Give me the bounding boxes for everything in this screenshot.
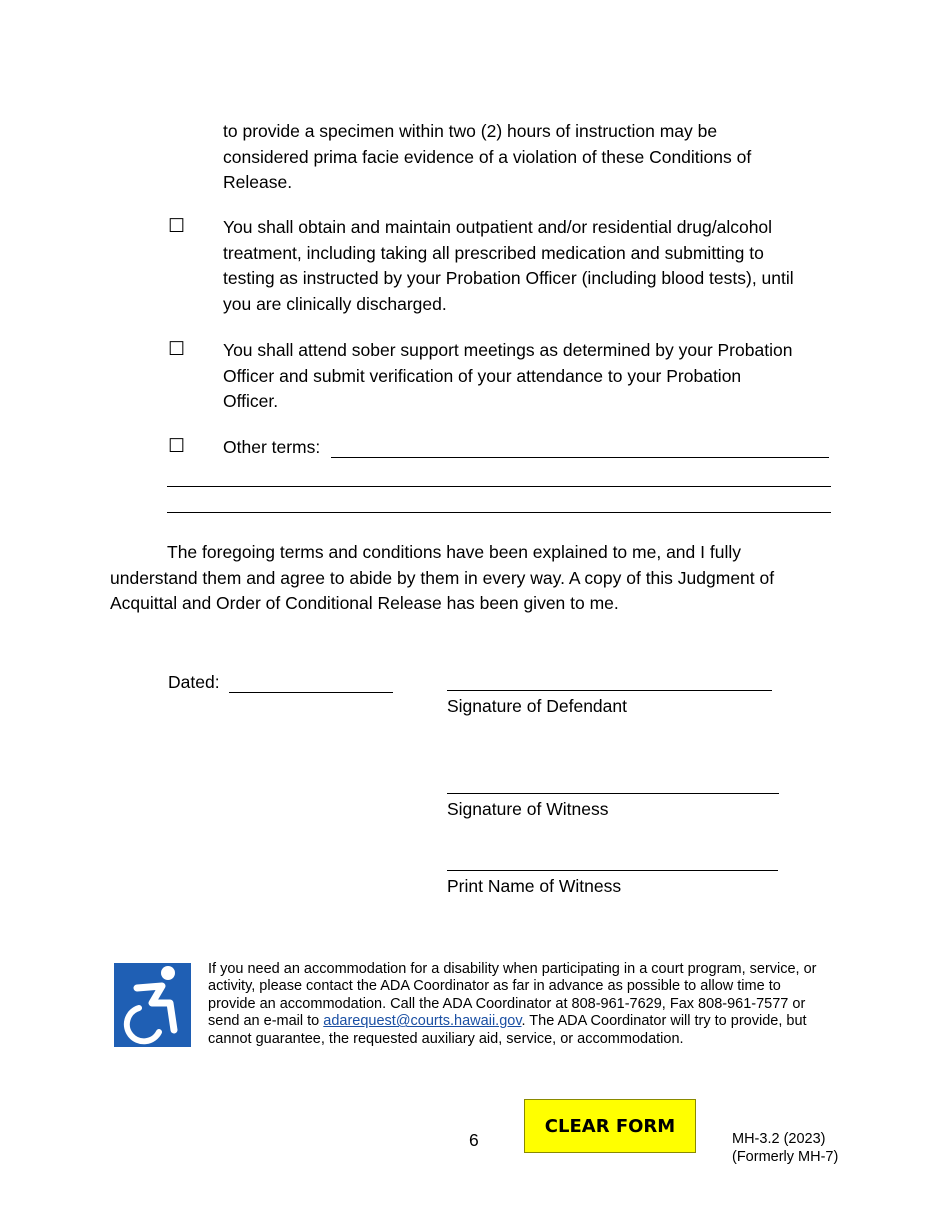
text-line: testing as instructed by your Probation Officer (including blood tests), until <box>223 268 794 288</box>
condition-treatment-checkbox[interactable]: ☐ <box>168 216 186 237</box>
accessibility-wheelchair-icon <box>114 963 191 1047</box>
defendant-signature-line[interactable] <box>447 668 772 691</box>
witness-signature-label: Signature of Witness <box>447 799 609 819</box>
text-line: Release. <box>223 172 293 192</box>
text-line: considered prima facie evidence of a violation of these Conditions of <box>223 146 752 167</box>
text-line: Officer. <box>223 391 279 411</box>
condition-support-meetings-checkbox[interactable]: ☐ <box>168 339 186 360</box>
text-line: You shall attend sober support meetings as determined by your Probation <box>223 340 793 360</box>
ada-notice <box>208 961 820 1048</box>
text-line: you are clinically discharged. <box>223 293 447 314</box>
text-line: You shall obtain and maintain outpatient and/or residential drug/alcohol <box>223 217 773 237</box>
form-formerly: (Formerly MH-7) <box>732 1149 839 1165</box>
form-identifier <box>732 1130 838 1166</box>
ada-notice-text: If you need an accommodation for a disability when participating in a court program, service, or activity, please contact the ADA Coordinator as far in advance as possible to allow time to provide an accommodation. Call the ADA Coordinator at 808-961-7629, Fax 808-961-7577 or send an e-mail to <box>208 961 817 1030</box>
text-line: Officer and submit verification of your attendance to your Probation <box>223 365 742 386</box>
continuation-paragraph <box>223 119 843 196</box>
text-line: understand them and agree to abide by them in every way. A copy of this Judgment of <box>110 567 775 588</box>
condition-other-terms-checkbox[interactable]: ☐ <box>168 436 186 457</box>
other-terms-input-line-2[interactable] <box>167 464 831 487</box>
other-terms-input-line-1[interactable] <box>331 435 829 458</box>
dated-input-line[interactable] <box>229 670 393 693</box>
ada-email-link[interactable]: adarequest@courts.hawaii.gov <box>323 1013 522 1030</box>
defendant-signature-label: Signature of Defendant <box>447 696 627 716</box>
text-line: The foregoing terms and conditions have been explained to me, and I fully <box>167 542 741 562</box>
other-terms-label: Other terms: <box>223 437 321 457</box>
dated-label: Dated: <box>168 672 220 692</box>
witness-print-name-label: Print Name of Witness <box>447 876 622 896</box>
witness-print-name-line[interactable] <box>447 848 778 871</box>
ada-notice-text-end: . The ADA Coordinator will try to provide, but cannot guarantee, the requested auxiliary aid, service, or accommodation. <box>208 1013 807 1047</box>
condition-treatment-text <box>223 215 843 317</box>
text-line: treatment, including taking all prescribed medication and submitting to <box>223 242 764 263</box>
clear-form-button[interactable]: CLEAR FORM <box>524 1099 696 1153</box>
text-line: to provide a specimen within two (2) hours of instruction may be <box>223 121 718 141</box>
condition-support-meetings-text <box>223 338 843 415</box>
page-number: 6 <box>469 1130 479 1150</box>
text-line: Acquittal and Order of Conditional Release has been given to me. <box>110 593 619 613</box>
other-terms-input-line-3[interactable] <box>167 490 831 513</box>
acknowledgment-paragraph <box>110 540 850 617</box>
witness-signature-line[interactable] <box>447 771 779 794</box>
form-id: MH-3.2 (2023) <box>732 1131 826 1147</box>
